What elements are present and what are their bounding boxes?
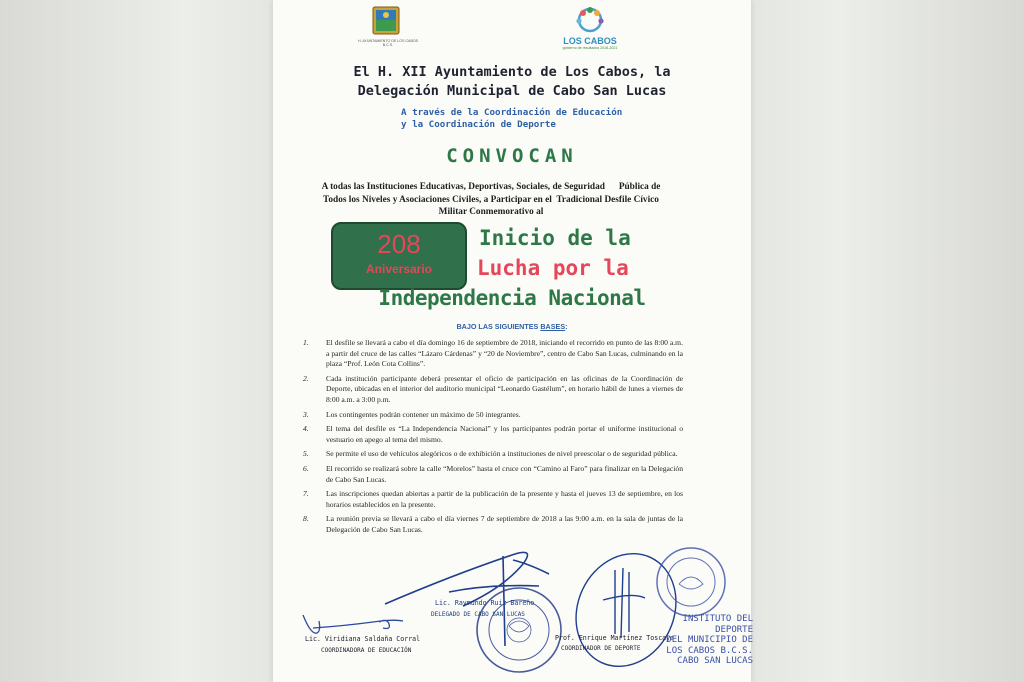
los-cabos-tagline: gobierno de resultados 2018-2021 [562,46,618,50]
event-title-line2: Lucha por la [477,256,629,280]
municipal-shield-logo [369,6,403,36]
event-title-line3: Independencia Nacional [378,286,646,310]
right-signatory-title: COORDINADOR DE DEPORTE [561,645,641,652]
base-item [303,449,683,460]
base-item [303,338,683,370]
left-signatory-title: COORDINADORA DE EDUCACIÓN [321,647,412,654]
stamp-line1: INSTITUTO DEL DEPORTE [682,614,753,635]
bases-heading [273,322,751,331]
base-item [303,374,683,406]
base-text: El recorrido se realizará sobre la calle “Morelos” hasta el cruce con “Camino al Faro” para finalizar en la Delegación de Cabo San Lucas. [326,463,683,484]
convocan-title: CONVOCAN [446,145,578,167]
stamp-line3: LOS CABOS B.C.S. [666,645,753,656]
base-text: Se permite el uso de vehículos alegóricos o de exhibición a instituciones de nivel preescolar o de seguridad pública. [326,449,678,459]
base-item [303,514,683,535]
base-text: La reunión previa se llevará a cabo el día viernes 7 de septiembre de 2018 a las 9:00 a.m. en la sala de juntas de la Delegación de Cabo San Lucas. [326,514,683,534]
sports-institute-stamp-text [653,614,753,667]
left-signatory-name: Lic. Viridiana Saldaña Corral [305,635,421,643]
anniversary-number: 208 [377,229,421,259]
middle-signatory-name: Lic. Raymundo Ruiz Bareño [435,599,535,607]
los-cabos-wordmark: LOS CABOS [563,36,617,46]
bases-heading-prefix: BAJO LAS SIGUIENTES [456,322,541,331]
invitation-line2: Todos los Niveles y Asociaciones Civiles, a Participar en el Tradicional Desfile Cívico [323,194,659,205]
los-cabos-logo [565,6,615,34]
bases-heading-suffix: : [565,322,568,331]
base-number: 8. [303,514,309,524]
base-text: Los contingentes podrán contener un máximo de 50 integrantes. [326,409,521,419]
invitation-paragraph [301,181,681,219]
middle-signatory-title: DELEGADO DE CABO SAN LUCAS [431,611,525,618]
base-text: El desfile se llevará a cabo el día domingo 16 de septiembre de 2018, iniciando el recorrido en punto de las 8:00 a.m. a partir del cruce de las calles “Lázaro Cárdenas” y “20 de Noviembre”, centro de Cabo San Lucas, culminando en la plaza “Prof. León Cota Collins”. [326,338,683,369]
left-logo-caption: H. AYUNTAMIENTO DE LOS CABOS B.C.S. [357,39,419,47]
stamp-line4: CABO SAN LUCAS [677,656,753,666]
issuer-heading-line1: El H. XII Ayuntamiento de Los Cabos, la [353,64,671,80]
left-signature-mark [303,615,403,633]
base-number: 1. [303,338,309,347]
base-number: 3. [303,409,309,419]
sports-institute-stamp [657,548,725,616]
base-item [303,464,683,485]
base-text: Cada institución participante deberá presentar el oficio de participación en las oficinas de la Coordinación de Deporte, ubicadas en el interior del auditorio municipal “Leonardo Gastélum”, en horario hábil de lunes a viernes de 8:00 a.m. a 3:00 p.m. [326,373,683,404]
base-number: 5. [303,449,309,459]
bases-list [303,338,683,540]
invitation-line1: A todas las Instituciones Educativas, Deportivas, Sociales, de Seguridad Pública de [321,182,661,192]
issuer-heading [273,63,751,101]
invitation-line3: Militar Conmemorativo al [438,207,544,217]
base-text: El tema del desfile es “La Independencia Nacional” y los participantes podrán portar el uniforme institucional o vestuario en apego al tema del mismo. [326,424,683,444]
anniversary-badge [331,222,467,290]
issuer-heading-line2: Delegación Municipal de Cabo San Lucas [357,83,667,99]
base-item [303,410,683,421]
convocatoria-document [273,0,751,682]
base-text: Las inscripciones quedan abiertas a partir de la publicación de la presente y hasta el jueves 13 de septiembre, en los horarios establecidos en la presente. [326,489,683,509]
base-number: 4. [303,424,309,434]
coordination-subheading [401,107,622,131]
bases-heading-underlined: BASES [540,322,566,331]
right-signatory-name: Prof. Enrique Martínez Toscaya [555,634,675,642]
coordination-line2: y la Coordinación de Deporte [401,119,556,130]
base-number: 6. [303,463,309,473]
base-number: 2. [303,373,309,383]
base-number: 7. [303,489,309,499]
anniversary-word: Aniversario [365,262,433,276]
base-item [303,489,683,510]
stamp-line2: DEL MUNICIPIO DE [666,635,753,645]
event-title-line1: Inicio de la [479,226,631,250]
coordination-line1: A través de la Coordinación de Educación [401,107,623,118]
base-item [303,424,683,445]
